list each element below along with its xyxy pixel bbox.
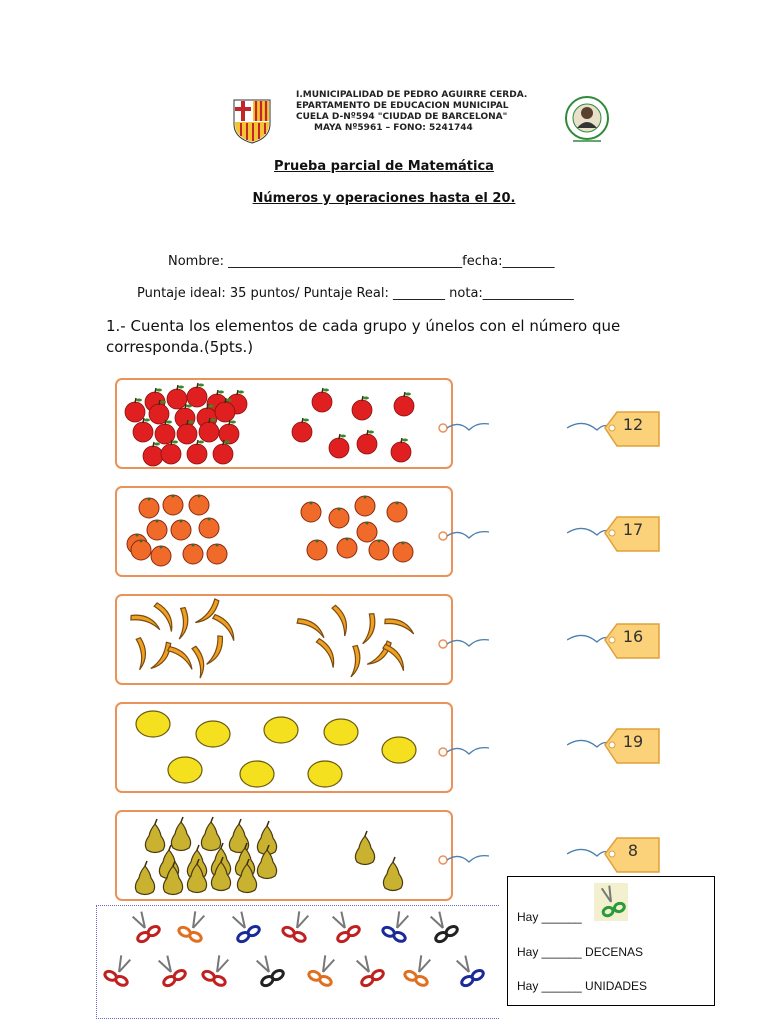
orange-icon (171, 520, 191, 541)
header-line-4: MAYA Nº5961 – FONO: 5241744 (314, 123, 473, 133)
apple-icon (391, 438, 411, 462)
orange-icon (183, 544, 203, 565)
scissors-icon (177, 908, 210, 943)
pear-icon (201, 817, 220, 851)
scissors-group (97, 906, 499, 1018)
tag-label: 12 (622, 415, 644, 434)
banana-icon (192, 646, 205, 679)
orange-icon (337, 538, 357, 559)
lemon-icon (240, 761, 274, 787)
barcelona-crest-logo (232, 98, 272, 144)
answer-total[interactable]: Hay ______ (517, 910, 582, 924)
banana-icon (357, 612, 380, 646)
orange-icon (199, 518, 219, 539)
lemon-icon (196, 721, 230, 747)
lemon-icon (324, 719, 358, 745)
orange-icon (147, 520, 167, 541)
orange-icon (189, 495, 209, 516)
banana-icon (383, 614, 416, 640)
answer-box (507, 876, 715, 1006)
header-line-1: I.MUNICIPALIDAD DE PEDRO AGUIRRE CERDA. (296, 90, 528, 100)
exam-title: Prueba parcial de Matemática (274, 159, 494, 174)
lemon-group-box (115, 702, 453, 793)
scissors-icon (451, 952, 485, 987)
number-tag-17[interactable] (567, 511, 663, 557)
apple-icon (357, 430, 377, 454)
banana-icon (173, 607, 191, 641)
banana-icon (296, 614, 327, 643)
orange-icon (131, 540, 151, 561)
orange-icon (369, 540, 389, 561)
banana-icon (202, 634, 228, 667)
scissors-icon (403, 952, 436, 987)
lemon-icon (264, 717, 298, 743)
pear-icon (383, 857, 402, 891)
apple-icon (167, 385, 187, 409)
scissors-icon (227, 908, 261, 943)
orange-icon (393, 542, 413, 563)
hook-5 (435, 850, 491, 870)
banana-group-box (115, 594, 453, 685)
apple-group (117, 380, 453, 469)
banana-icon (316, 636, 338, 670)
score-field[interactable]: Puntaje ideal: 35 puntos/ Puntaje Real: ________ nota:______________ (137, 286, 574, 301)
instruction-1: 1.- Cuenta los elementos de cada grupo y únelos con el número que corresponda.(5pts.) (106, 317, 621, 356)
scissors-icon (351, 952, 385, 987)
banana-icon (134, 637, 147, 670)
orange-group-box (115, 486, 453, 577)
tag-label: 8 (627, 841, 639, 860)
scissors-icon (201, 952, 234, 987)
orange-icon (357, 522, 377, 543)
orange-icon (301, 502, 321, 523)
pear-group-box (115, 810, 453, 901)
scissors-group-box (96, 905, 499, 1019)
name-date-field[interactable]: Nombre: ____________________________________fecha:________ (168, 254, 555, 269)
banana-icon (146, 641, 175, 672)
scissors-icon (594, 883, 628, 921)
orange-group (117, 488, 453, 577)
apple-icon (394, 392, 414, 416)
apple-icon (187, 383, 207, 407)
banana-icon (212, 611, 238, 644)
orange-icon (355, 496, 375, 517)
orange-icon (163, 495, 183, 516)
banana-group (117, 596, 453, 685)
orange-icon (307, 540, 327, 561)
scissors-icon (327, 908, 361, 943)
municipality-logo (561, 96, 613, 146)
apple-icon (143, 442, 163, 466)
tag-label: 19 (622, 732, 644, 751)
scissors-icon (153, 952, 187, 987)
apple-icon (312, 388, 332, 412)
tag-label: 16 (622, 627, 644, 646)
number-tag-12[interactable] (567, 406, 663, 452)
scissors-icon (307, 952, 340, 987)
lemon-icon (168, 757, 202, 783)
school-header (296, 90, 536, 134)
lemon-icon (382, 737, 416, 763)
header-line-3: CUELA D-Nº594 "CIUDAD DE BARCELONA" (296, 112, 508, 122)
hook-2 (435, 526, 491, 546)
scissors-icon (127, 908, 161, 943)
pear-icon (145, 819, 164, 853)
scissors-icon (381, 908, 414, 943)
exam-subtitle: Números y operaciones hasta el 20. (252, 191, 516, 206)
pear-icon (135, 861, 154, 895)
apple-icon (352, 396, 372, 420)
lemon-icon (136, 711, 170, 737)
number-tag-8[interactable] (567, 832, 663, 878)
scissors-icon (251, 952, 285, 987)
pear-icon (171, 817, 190, 851)
tag-label: 17 (622, 520, 644, 539)
number-tag-19[interactable] (567, 723, 663, 769)
banana-icon (166, 642, 195, 673)
lemon-icon (308, 761, 342, 787)
hook-1 (435, 418, 491, 438)
answer-decenas[interactable]: Hay ______ DECENAS (517, 945, 644, 959)
lemon-group (117, 704, 453, 793)
apple-icon (125, 398, 145, 422)
hook-4 (435, 742, 491, 762)
orange-icon (207, 544, 227, 565)
banana-icon (382, 641, 408, 674)
apple-icon (329, 434, 349, 458)
hook-3 (435, 634, 491, 654)
scissors-icon (103, 952, 136, 987)
banana-icon (345, 644, 363, 678)
orange-icon (139, 498, 159, 519)
header-line-2: EPARTAMENTO DE EDUCACION MUNICIPAL (296, 101, 509, 111)
scissors-icon (281, 908, 314, 943)
banana-icon (129, 610, 162, 635)
orange-icon (387, 502, 407, 523)
apple-group-box (115, 378, 453, 469)
banana-icon (363, 640, 395, 668)
banana-icon (153, 600, 175, 634)
orange-icon (151, 546, 171, 567)
answer-unidades[interactable]: Hay ______ UNIDADES (517, 979, 648, 993)
pear-icon (355, 831, 374, 865)
scissors-icon (425, 908, 459, 943)
apple-icon (292, 418, 312, 442)
banana-icon (332, 604, 349, 638)
apple-icon (219, 420, 239, 444)
orange-icon (329, 508, 349, 529)
number-tag-16[interactable] (567, 618, 663, 664)
pear-group (117, 812, 453, 901)
